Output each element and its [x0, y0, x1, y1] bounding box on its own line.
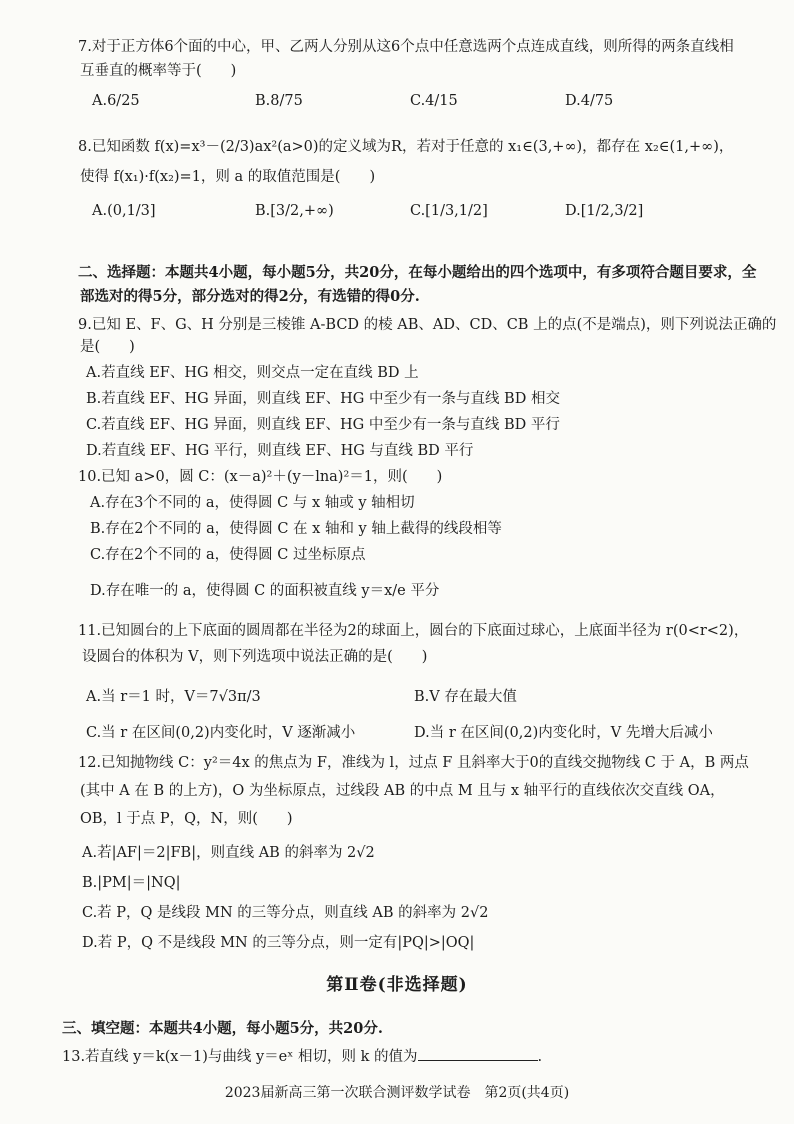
q13-answer-blank: [418, 1046, 538, 1061]
q8-option-a: A.(0,1/3]: [92, 203, 156, 219]
q9-line1: 9.已知 E、F、G、H 分别是三棱锥 A-BCD 的棱 AB、AD、CD、CB 上的点(不是端点)，则下列说法正确的: [78, 317, 777, 333]
q10-line1: 10.已知 a>0，圆 C：(x－a)²＋(y－lna)²＝1，则( ): [78, 469, 443, 485]
q7-option-a: A.6/25: [92, 93, 140, 109]
q10-option-a: A.存在3个不同的 a，使得圆 C 与 x 轴或 y 轴相切: [90, 495, 415, 511]
q12-line3: OB，l 于点 P，Q，N，则( ): [80, 811, 293, 827]
part2-title: 第Ⅱ卷(非选择题): [326, 975, 468, 995]
q12-option-a: A.若|AF|＝2|FB|，则直线 AB 的斜率为 2√2: [82, 845, 375, 861]
q13-end: .: [537, 1049, 543, 1065]
q10-option-b: B.存在2个不同的 a，使得圆 C 在 x 轴和 y 轴上截得的线段相等: [90, 521, 502, 537]
q10-option-d: D.存在唯一的 a，使得圆 C 的面积被直线 y＝x/e 平分: [90, 583, 440, 599]
q11-line1: 11.已知圆台的上下底面的圆周都在半径为2的球面上，圆台的下底面过球心，上底面半径为 r(0<r<2)，: [78, 623, 749, 639]
q13-text: 13.若直线 y＝k(x－1)与曲线 y＝eˣ 相切，则 k 的值为: [62, 1049, 418, 1065]
q7-option-d: D.4/75: [565, 93, 614, 109]
q9-option-a: A.若直线 EF、HG 相交，则交点一定在直线 BD 上: [86, 365, 419, 381]
q7-option-c: C.4/15: [410, 93, 458, 109]
q8-line2: 使得 f(x₁)·f(x₂)=1，则 a 的取值范围是( ): [80, 169, 376, 185]
q12-line2: (其中 A 在 B 的上方)，O 为坐标原点，过线段 AB 的中点 M 且与 x 轴平行的直线依次交直线 OA，: [80, 783, 725, 799]
q7-option-b: B.8/75: [255, 93, 303, 109]
q9-option-d: D.若直线 EF、HG 平行，则直线 EF、HG 与直线 BD 平行: [86, 443, 474, 459]
q12-option-d: D.若 P，Q 不是线段 MN 的三等分点，则一定有|PQ|>|OQ|: [82, 935, 475, 951]
q11-line2: 设圆台的体积为 V，则下列选项中说法正确的是( ): [82, 649, 428, 665]
q8-option-d: D.[1/2,3/2]: [565, 203, 644, 219]
q8-option-b: B.[3/2,+∞): [255, 203, 334, 219]
q7-line1: 7.对于正方体6个面的中心，甲、乙两人分别从这6个点中任意选两个点连成直线，则所得的两条直线相: [78, 39, 734, 55]
q12-option-b: B.|PM|＝|NQ|: [82, 875, 181, 891]
section2-heading-line2: 部选对的得5分，部分选对的得2分，有选错的得0分.: [80, 288, 420, 305]
q9-option-b: B.若直线 EF、HG 异面，则直线 EF、HG 中至少有一条与直线 BD 相交: [86, 391, 560, 407]
q12-option-c: C.若 P，Q 是线段 MN 的三等分点，则直线 AB 的斜率为 2√2: [82, 905, 489, 921]
q11-option-d: D.当 r 在区间(0,2)内变化时，V 先增大后减小: [414, 725, 713, 741]
q9-option-c: C.若直线 EF、HG 异面，则直线 EF、HG 中至少有一条与直线 BD 平行: [86, 417, 560, 433]
q13-line: [62, 1046, 542, 1068]
q8-line1: 8.已知函数 f(x)=x³－(2/3)ax²(a>0)的定义域为R，若对于任意的 x₁∈(3,+∞)，都存在 x₂∈(1,+∞)，: [78, 139, 734, 155]
q8-option-c: C.[1/3,1/2]: [410, 203, 488, 219]
q11-option-c: C.当 r 在区间(0,2)内变化时，V 逐渐减小: [86, 725, 356, 741]
q9-line2: 是( ): [80, 339, 135, 355]
q7-line2: 互垂直的概率等于( ): [80, 63, 237, 79]
section2-heading-line1: 二、选择题：本题共4小题，每小题5分，共20分，在每小题给出的四个选项中，有多项符合题目要求，全: [78, 264, 757, 281]
page-footer: 2023届新高三第一次联合测评数学试卷 第2页(共4页): [224, 1085, 570, 1101]
q10-option-c: C.存在2个不同的 a，使得圆 C 过坐标原点: [90, 547, 366, 563]
q11-option-b: B.V 存在最大值: [414, 689, 517, 705]
section3-heading: 三、填空题：本题共4小题，每小题5分，共20分.: [62, 1020, 383, 1037]
q12-line1: 12.已知抛物线 C：y²＝4x 的焦点为 F，准线为 l，过点 F 且斜率大于0的直线交抛物线 C 于 A，B 两点: [78, 755, 749, 771]
q11-option-a: A.当 r＝1 时，V＝7√3π/3: [86, 689, 261, 705]
